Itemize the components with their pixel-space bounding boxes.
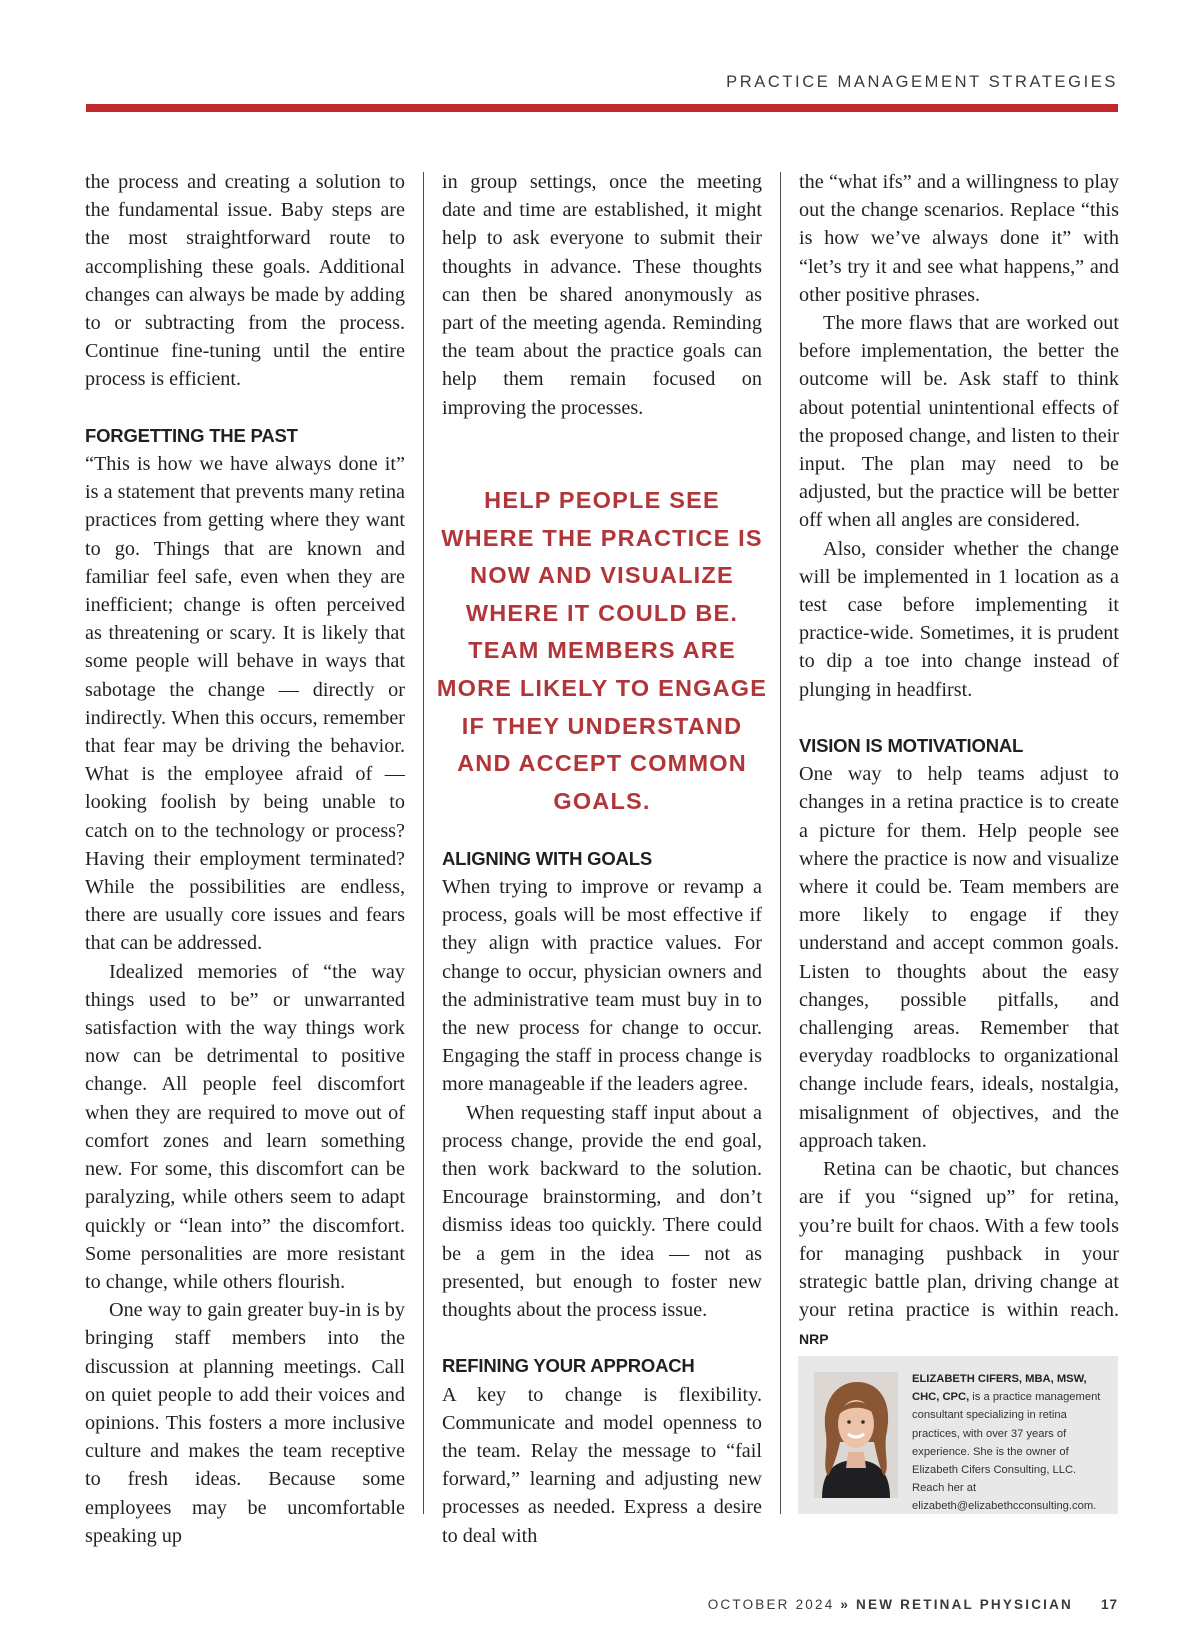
paragraph: One way to help teams adjust to changes in a retina practice is to create a picture for them. Help people see where the practice is now and visualize where it could be. Team members are more likely to engage if they understand and accept common goals. Listen to thoughts about the easy changes, possible pitfalls, and challenging areas. Remember that everyday roadblocks to organizational change include fears, ideals, nostalgia, misalignment of objectives, and the approach taken. — [799, 763, 1119, 1152]
paragraph: “This is how we have always done it” is a statement that prevents many retina practices from getting where they want to go. Things that are known and familiar feel safe, even when they are inefficient; change is often perceived as threatening or scary. It is likely that some people will behave in ways that sabotage the change — directly or indirectly. When this occurs, remember that fear may be driving the behavior. What is the employee afraid of — looking foolish by being unable to catch on to the technology or process? Having their employment terminated? While the possibilities are endless, there are usually core issues and fears that can be addressed. — [85, 453, 405, 955]
heading-aligning-with-goals: ALIGNING WITH GOALS — [442, 847, 652, 869]
heading-forgetting-the-past: FORGETTING THE PAST — [85, 424, 298, 446]
column-divider — [423, 172, 424, 1514]
closing-text: Retina can be chaotic, but chances are if you “signed up” for retina, you’re built for chaos. With a few tools for managing pushback in your strategic battle plan, driving change at your retina practice is within reach. — [799, 1158, 1119, 1322]
paragraph: One way to gain greater buy-in is by bringing staff members into the discussion at planning meetings. Call on quiet people to add their voices and opinions. This fosters a more inclusive culture and makes the team receptive to fresh ideas. Because some employees may be uncomfortable speaking up — [85, 1299, 405, 1547]
section-title: PRACTICE MANAGEMENT STRATEGIES — [726, 73, 1118, 91]
author-photo — [814, 1372, 898, 1498]
end-mark: NRP — [799, 1331, 829, 1348]
footer-separator: » — [840, 1597, 851, 1612]
author-name: ELIZABETH CIFERS, MBA, MSW, CHC, CPC, — [912, 1373, 1087, 1404]
issue-date: OCTOBER 2024 — [707, 1597, 835, 1612]
page-footer — [708, 1597, 1118, 1612]
column-1 — [85, 168, 405, 1550]
author-description: is a practice management consultant specializing in retina practices, with over 37 years of experience. She is the owner of Elizabeth Cifers Consulting, LLC. Reach her at elizabeth@elizabethcconsulting.com. — [912, 1391, 1101, 1513]
paragraph: The more flaws that are worked out before implementation, the better the outcome will be. Ask staff to think about potential unintentional effects of the proposed change, and listen to their input. The plan may need to be adjusted, but the practice will be better off when all angles are considered. — [799, 312, 1119, 532]
magazine-name: NEW RETINAL PHYSICIAN — [856, 1597, 1074, 1612]
heading-vision-is-motivational: VISION IS MOTIVATIONAL — [799, 735, 1024, 757]
heading-refining-your-approach: REFINING YOUR APPROACH — [442, 1355, 695, 1377]
author-portrait-icon — [814, 1372, 898, 1498]
column-2 — [442, 168, 762, 1550]
paragraph: in group settings, once the meeting date and time are established, it might help to ask everyone to submit their thoughts in advance. These thoughts can then be shared anonymously as part of the meeting agenda. Reminding the team about the practice goals can help them remain focused on improving the processes. — [442, 171, 762, 419]
header-rule — [86, 104, 1118, 112]
paragraph: When trying to improve or revamp a process, goals will be most effective if they align with practice values. For change to occur, physician owners and the administrative team must buy in to the new process for change to occur. Engaging the staff in process change is more manageable if the leaders agree. — [442, 876, 762, 1096]
column-3 — [799, 168, 1119, 1354]
pull-quote: HELP PEOPLE SEE WHERE THE PRACTICE IS NOW AND VISUALIZE WHERE IT COULD BE. TEAM MEMBERS ARE MORE LIKELY TO ENGAGE IF THEY UNDERSTAND AND ACCEPT COMMON GOALS. — [436, 487, 768, 814]
paragraph: When requesting staff input about a process change, provide the end goal, then work backward to the solution. Encourage brainstorming, and don’t dismiss ideas too quickly. There could be a gem in the idea — not as presented, but enough to foster new thoughts about the process issue. — [442, 1101, 762, 1322]
paragraph: the process and creating a solution to the fundamental issue. Baby steps are the most straightforward route to accomplishing these goals. Additional changes can always be made by adding to or subtracting from the process. Continue fine-tuning until the entire process is efficient. — [85, 171, 405, 391]
page-number: 17 — [1100, 1597, 1118, 1612]
paragraph: Also, consider whether the change will be implemented in 1 location as a test case before implementing it practice-wide. Sometimes, it is prudent to dip a toe into change instead of plunging in headfirst. — [799, 537, 1119, 701]
author-bio-box — [798, 1356, 1118, 1514]
column-divider — [780, 172, 781, 1514]
paragraph: A key to change is flexibility. Communicate and model openness to the team. Relay the message to “fail forward,” learning and adjusting new processes as needed. Express a desire to deal with — [442, 1383, 762, 1547]
paragraph: Idealized memories of “the way things used to be” or unwarranted satisfaction with the way things work now can be detrimental to positive change. All people feel discomfort when they are required to move out of comfort zones and learn something new. For some, this discomfort can be paralyzing, while others seem to adapt quickly or “lean into” the discomfort. Some personalities are more resistant to change, while others flourish. — [85, 960, 405, 1293]
paragraph — [799, 1155, 1119, 1353]
paragraph: the “what ifs” and a willingness to play out the change scenarios. Replace “this is how we’ve always done it” with “let’s try it and see what happens,” and other positive phrases. — [799, 171, 1119, 306]
author-bio-text — [912, 1370, 1110, 1516]
